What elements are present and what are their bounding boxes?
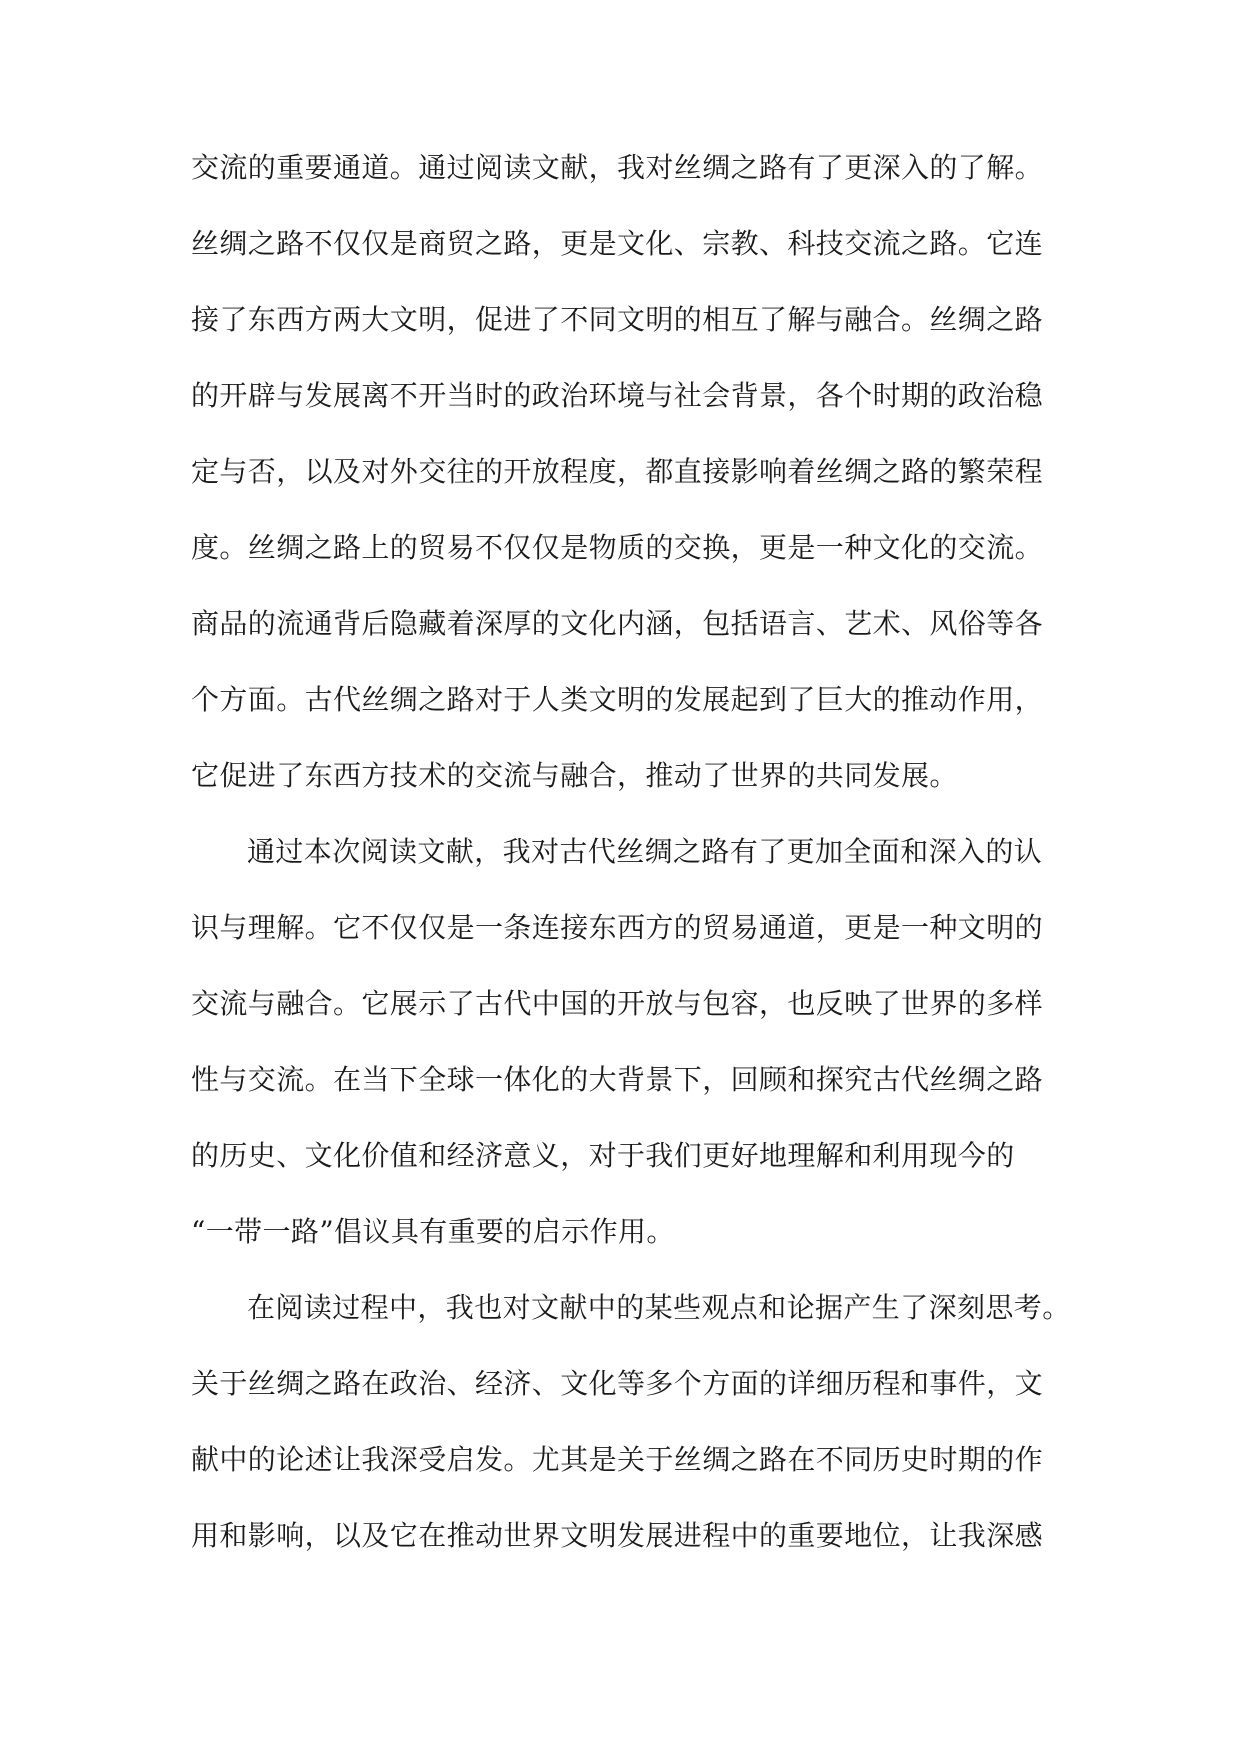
text-line: 关于丝绸之路在政治、经济、文化等多个方面的详细历程和事件，文 [191,1367,1044,1400]
text-line: 识与理解。它不仅仅是一条连接东西方的贸易通道，更是一种文明的 [191,911,1044,944]
text-line: 接了东西方两大文明，促进了不同文明的相互了解与融合。丝绸之路 [191,303,1044,336]
text-line: 交流与融合。它展示了古代中国的开放与包容，也反映了世界的多样 [191,987,1044,1020]
text-line: 的历史、文化价值和经济意义，对于我们更好地理解和利用现今的 [191,1139,1015,1172]
text-line: 性与交流。在当下全球一体化的大背景下，回顾和探究古代丝绸之路 [191,1063,1044,1096]
text-line: 度。丝绸之路上的贸易不仅仅是物质的交换，更是一种文化的交流。 [191,531,1044,564]
body-text [191,148,1071,1592]
paragraph-3 [191,1288,1071,1592]
text-line: 商品的流通背后隐藏着深厚的文化内涵，包括语言、艺术、风俗等各 [191,607,1044,640]
text-line: 个方面。古代丝绸之路对于人类文明的发展起到了巨大的推动作用， [191,683,1044,716]
text-line: 的开辟与发展离不开当时的政治环境与社会背景，各个时期的政治稳 [191,379,1044,412]
text-line: 通过本次阅读文献，我对古代丝绸之路有了更加全面和深入的认 [247,835,1043,868]
text-line: 丝绸之路不仅仅是商贸之路，更是文化、宗教、科技交流之路。它连 [191,227,1044,260]
text-line: 定与否，以及对外交往的开放程度，都直接影响着丝绸之路的繁荣程 [191,455,1044,488]
text-line: 在阅读过程中，我也对文献中的某些观点和论据产生了深刻思考。 [247,1291,1071,1324]
text-line: 献中的论述让我深受启发。尤其是关于丝绸之路在不同历史时期的作 [191,1443,1044,1476]
text-line: 用和影响，以及它在推动世界文明发展进程中的重要地位，让我深感 [191,1519,1044,1552]
paragraph-2 [191,832,1061,1288]
text-line: “一带一路”倡议具有重要的启示作用。 [191,1215,675,1248]
paragraph-1 [191,148,1061,832]
text-line: 交流的重要通道。通过阅读文献，我对丝绸之路有了更深入的了解。 [191,151,1044,184]
text-line: 它促进了东西方技术的交流与融合，推动了世界的共同发展。 [191,759,958,792]
